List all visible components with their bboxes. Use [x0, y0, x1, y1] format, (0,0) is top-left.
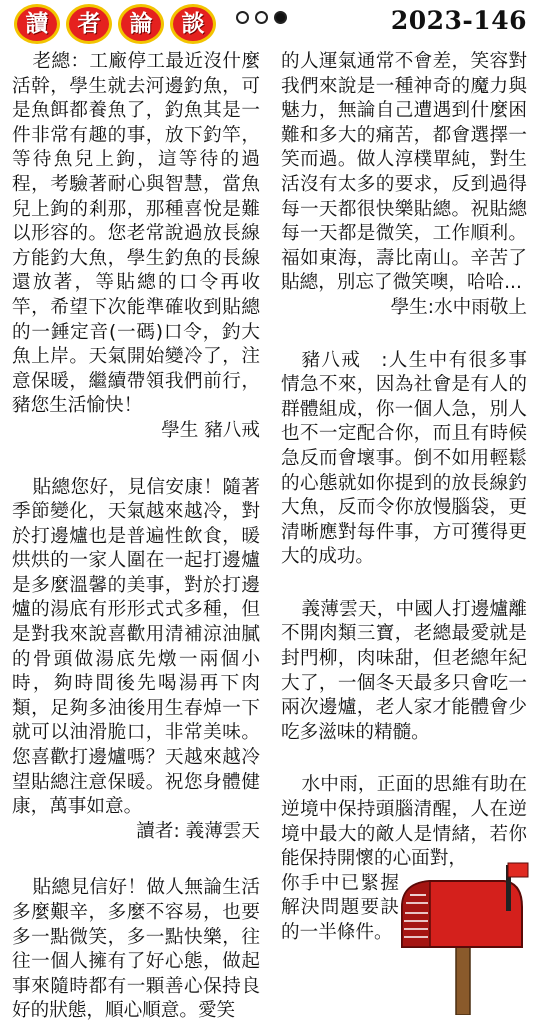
- column-header: [0, 0, 545, 46]
- letter-signature: 學生 豬八戒: [161, 419, 260, 441]
- left-column: [12, 50, 260, 1024]
- letter-paragraph: 貼總見信好！做人無論生活多麼艱辛，多麼不容易，也要多一點微笑，多一點快樂，往往一個人擁有了好心態，做起事來隨時都有一顆善心保持良好的狀態，順心順意。愛笑: [12, 877, 260, 1022]
- mailbox-illustration: [394, 855, 530, 1015]
- reply-paragraph: 你手中已緊握解決問題要訣的一半條件。: [281, 872, 399, 943]
- title-badge: 讀: [14, 4, 60, 44]
- circle-icon: [255, 11, 268, 24]
- title-badge: 論: [118, 4, 164, 44]
- decorative-dots: [236, 11, 287, 24]
- column-title-badges: [14, 4, 216, 44]
- circle-icon: [236, 11, 249, 24]
- letter-paragraph: 貼總您好，見信安康！隨著季節變化，天氣越來越冷，對於打邊爐也是普遍性飲食，暖烘烘的一家人圍在一起打邊爐是多麼溫馨的美事，對於打邊爐的湯底有形形式式多種，但是對我來說喜歡用清補涼油膩的骨頭做湯底先燉一兩個小時，夠時間後先喝湯再下肉類，足夠多油後用生春焯一下就可以油滑脆口，非常美味。您喜歡打邊爐嗎？天越來越冷望貼總注意保暖。祝您身體健康，萬事如意。: [12, 476, 260, 818]
- issue-number: 2023-146: [390, 6, 527, 35]
- letter-signature: 讀者: 義薄雲天: [136, 820, 260, 842]
- right-column: [281, 50, 527, 946]
- reply-paragraph: 義薄雲天，中國人打邊爐離不開肉類三寶，老總最愛就是封門柳，肉味甜，但老總年紀大了，一個冬天最多只會吃一兩次邊爐，老人家才能體會少吃多滋味的精髓。: [281, 598, 527, 743]
- title-badge: 談: [170, 4, 216, 44]
- filled-circle-icon: [274, 11, 287, 24]
- reply-paragraph: 豬八戒 :人生中有很多事情急不來，因為社會是有人的群體組成，你一個人急，別人也不一定配合你，而且有時候急反而會壞事。倒不如用輕鬆的心態就如你提到的放長線釣大魚，反而令你放慢腦袋，更清晰應對每件事，方可獲得更大的成功。: [281, 349, 527, 568]
- letter-paragraph: 老總：工廠停工最近沒什麼活幹，學生就去河邊釣魚，可是魚餌都養魚了，釣魚其是一件非常有趣的事，放下釣竿，等待魚兒上鉤，這等待的過程，考驗著耐心與智慧，當魚兒上鉤的剎那，那種喜悅是難以形容的。您老常說過放長線方能釣大魚，學生釣魚的長線還放著，等貼總的口令再收竿，希望下次能準確收到貼總的一錘定音(一碼)口令，釣大魚上岸。天氣開始變冷了，注意保暖，繼續帶領我們前行，豬您生活愉快！: [12, 51, 260, 417]
- reply-paragraph: 水中雨，正面的思維有助在逆境中保持頭腦清醒，人在逆境中最大的敵人是情緒，若你能保持開懷的心面對，: [281, 774, 527, 870]
- letter-paragraph: 的人運氣通常不會差，笑容對我們來說是一種神奇的魔力與魅力，無論自己遭遇到什麼困難和多大的痛苦，都會選擇一笑而過。做人淳樸單純，對生活沒有太多的要求，反到過得每一天都很快樂貼總。祝貼總每一天都是微笑，工作順利。福如東海，壽比南山。辛苦了貼總，別忘了微笑噢，哈哈...: [281, 51, 527, 294]
- title-badge: 者: [66, 4, 112, 44]
- letter-signature: 學生:水中雨敬上: [390, 296, 527, 318]
